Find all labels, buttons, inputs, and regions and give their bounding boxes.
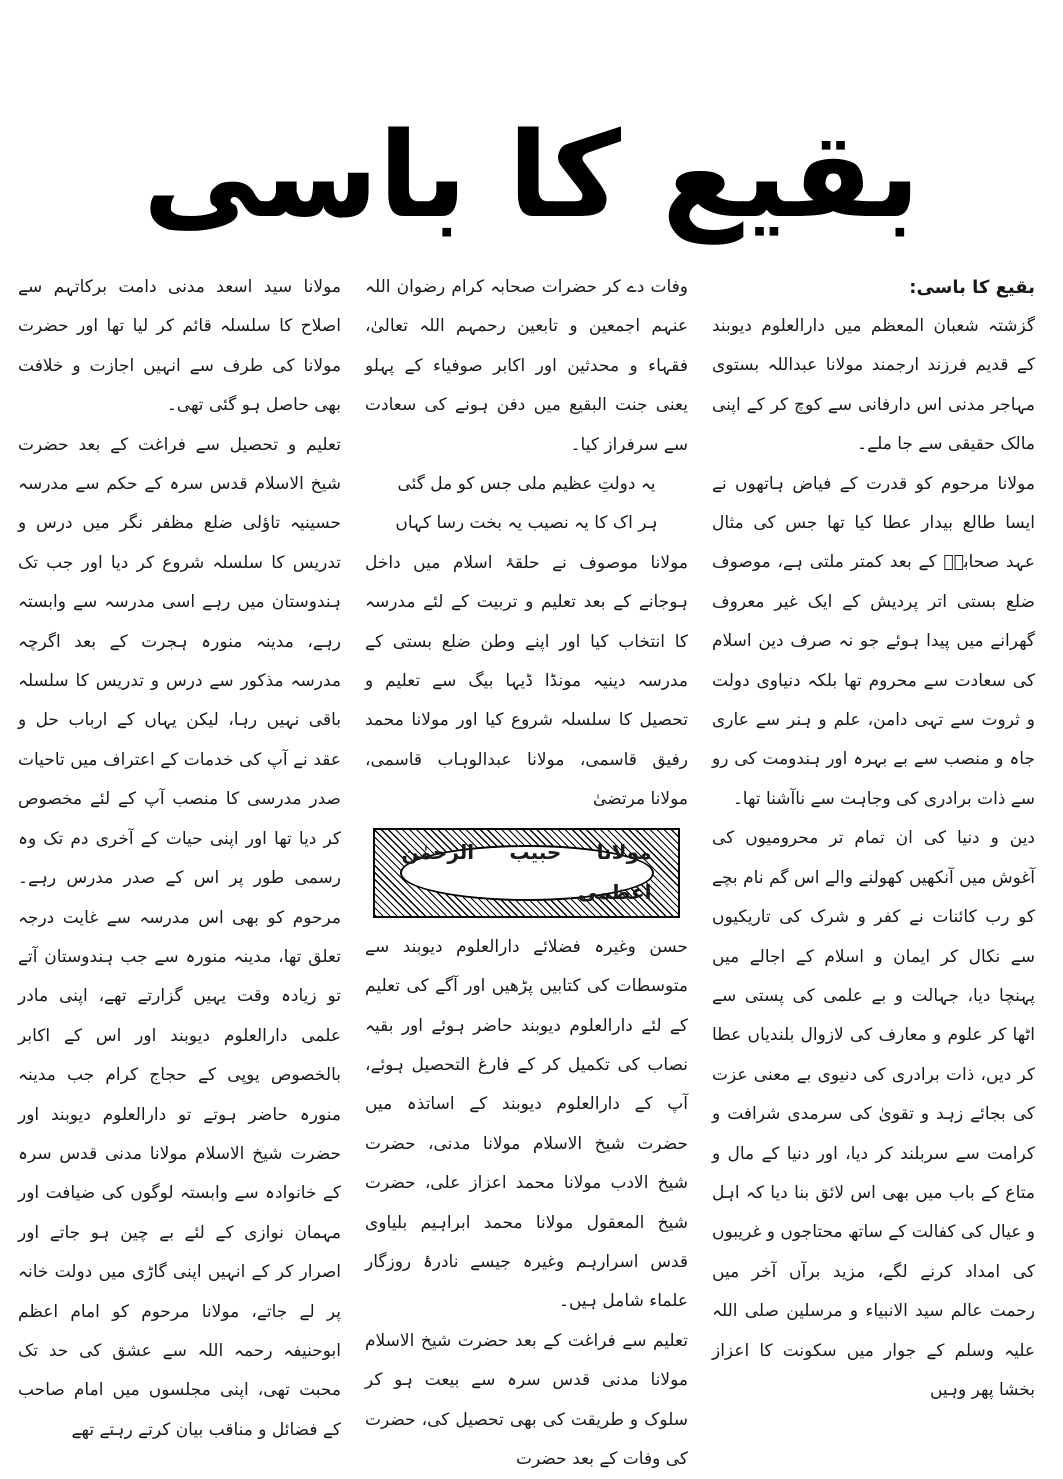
article-headline: بقیع کا باسی — [142, 106, 921, 244]
paragraph: مولانا موصوف نے حلقۂ اسلام میں داخل ہوجانے کے بعد تعلیم و تربیت کے لئے مدرسہ کا انتخاب کیا اور اپنے وطن ضلع بستی کے مدرسہ دینیہ مونڈا ڈیہا بیگ سے تعلیم و تحصیل کا سلسلہ شروع کیا اور مولانا محمد رفیق قاسمی، مولانا عبدالوہاب قاسمی، مولانا مرتضیٰ — [365, 552, 688, 810]
verse-line: ہر اک کا یہ نصیب یہ بخت رسا کہاں — [395, 513, 658, 534]
paragraph: گزشتہ شعبان المعظم میں دارالعلوم دیوبند کے قدیم فرزند ارجمند مولانا عبداللہ بستوی مہاجر مدنی اس دارفانی سے کوچ کر کے اپنی مالک حقیقی سے جا ملے۔ — [712, 316, 1035, 455]
section-subhead: بقیع کا باسی: — [909, 277, 1035, 298]
column-middle — [365, 268, 688, 1469]
paragraph: مولانا سید اسعد مدنی دامت برکاتہم سے اصلاح کا سلسلہ قائم کر لیا تھا اور حضرت مولانا کی طرف سے انہیں اجازت و خلافت بھی حاصل ہو گئی تھی۔ — [18, 277, 341, 416]
paragraph: مولانا مرحوم کو قدرت کے فیاض ہاتھوں نے ایسا طالع بیدار عطا کیا تھا جس کی مثال عہد صحابہؓ کے بعد کمتر ملتی ہے، موصوف ضلع بستی اتر پردیش کے ایک غیر معروف گھرانے میں پیدا ہوئے جو نہ صرف دین اسلام کی سعادت سے محروم تھا بلکہ دنیاوی دولت و ثروت سے تہی دامن، علم و ہنر سے عاری جاہ و منصب سے بے بہرہ اور ہندومت کی رو سے ذات برادری کی وجاہت سے ناآشنا تھا۔ — [712, 473, 1035, 809]
paragraph: دین و دنیا کی ان تمام تر محرومیوں کی آغوش میں آنکھیں کھولنے والے اس گم نام بچے کو رب کائنات نے کفر و شرک کی تاریکیوں سے نکال کر ایمان و اسلام کے اجالے میں پہنچا دیا، جہالت و بے علمی کی پستی سے اٹھا کر علوم و معارف کی لازوال بلندیاں عطا کر دیں، ذات برادری کی دنیوی بے معنی عزت کی بجائے زہد و تقویٰ کی سرمدی شرافت و کرامت سے سربلند کر دیا، اور دنیا کے مال و متاع کے باب میں بھی اس لائق بنا دیا کہ اہل و عیال کی کفالت کے ساتھ محتاجوں و غریبوں کی امداد کرنے لگے، مزید برآں آخر میں رحمت عالم سید الانبیاء و مرسلین صلی اللہ علیہ وسلم کے جوار میں سکونت کا اعزاز بخشا پھر وہیں — [712, 828, 1035, 1400]
paragraph: حسن وغیرہ فضلائے دارالعلوم دیوبند سے متوسطات کی کتابیں پڑھیں اور آگے کی تعلیم کے لئے دارالعلوم دیوبند حاضر ہوئے اور بقیہ نصاب کی تکمیل کر کے فارغ التحصیل ہوئے، آپ کے دارالعلوم دیوبند کے اساتذہ میں حضرت شیخ الاسلام مولانا مدنی، حضرت شیخ الادب مولانا محمد اعزاز علی، حضرت شیخ المعقول مولانا محمد ابراہیم بلیاوی قدس اسرارہم وغیرہ جیسے نادرۂ روزگار علماء شامل ہیں۔ — [365, 936, 688, 1312]
paragraph: تعلیم و تحصیل سے فراغت کے بعد حضرت شیخ الاسلام قدس سرہ کے حکم سے مدرسہ حسینیہ تاؤلی ضلع مظفر نگر میں درس و تدریس کا سلسلہ شروع کر دیا اور جب تک ہندوستان میں رہے اسی مدرسہ سے وابستہ رہے، مدینہ منورہ ہجرت کے بعد اگرچہ مدرسہ مذکور سے درس و تدریس کا سلسلہ باقی نہیں رہا، لیکن یہاں کے ارباب حل و عقد نے آپ کی خدمات کے اعتراف میں تاحیات صدر مدرسی کا منصب آپ کے لئے مخصوص کر دیا تھا اور اپنی حیات کے آخری دم تک وہ رسمی طور پر اس کے صدر مدرس رہے۔ مرحوم کو بھی اس مدرسہ سے غایت درجہ تعلق تھا، مدینہ منورہ سے جب ہندوستان آتے تو زیادہ وقت یہیں گزارتے تھے، اپنی مادر علمی دارالعلوم دیوبند اور اس کے اکابر بالخصوص یوپی کے حجاج کرام جب مدینہ منورہ حاضر ہوتے تو دارالعلوم دیوبند اور حضرت شیخ الاسلام مولانا مدنی قدس سرہ کے خانوادہ سے وابستہ لوگوں کی ضیافت اور مہمان نوازی کے لئے بے چین ہو جاتے اور اصرار کر کے انہیں اپنی گاڑی میں دولت خانہ پر لے جاتے، مولانا مرحوم کو امام اعظم ابوحنیفہ رحمہ اللہ سے عشق کی حد تک محبت تھی، اپنی مجلسوں میں امام صاحب کے فضائل و مناقب بیان کرتے رہتے تھے — [18, 434, 341, 1440]
paragraph: تعلیم سے فراغت کے بعد حضرت شیخ الاسلام مولانا مدنی قدس سرہ سے بیعت ہو کر سلوک و طریقت کی بھی تحصیل کی، حضرت کی وفات کے بعد حضرت — [365, 1330, 688, 1469]
paragraph: وفات دے کر حضرات صحابہ کرام رضوان اللہ عنہم اجمعین و تابعین رحمہم اللہ تعالیٰ، فقہاء و محدثین اور اکابر صوفیاء کے پہلو یعنی جنت البقیع میں دفن ہونے کی سعادت سے سرفراز کیا۔ — [365, 277, 688, 455]
verse-line: یہ دولتِ عظیم ملی جس کو مل گئی — [397, 474, 656, 495]
column-right — [712, 268, 1035, 1400]
author-byline-box — [373, 828, 680, 918]
column-left — [18, 268, 341, 1440]
author-byline: مولانا حبیب الرحمٰن اعظمی — [401, 840, 652, 904]
